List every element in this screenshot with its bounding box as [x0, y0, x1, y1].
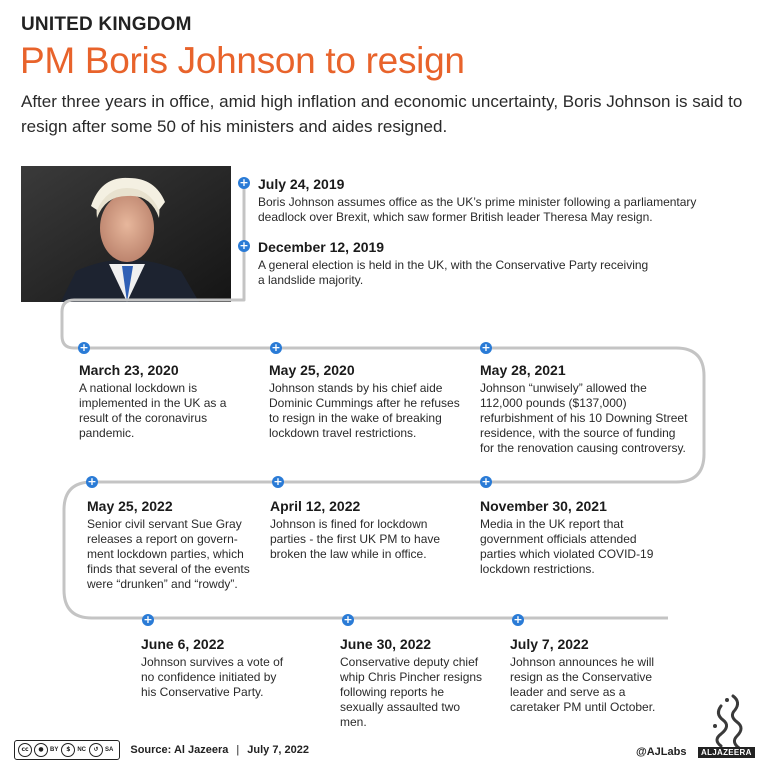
subtitle: After three years in office, amid high inflation and economic uncertainty, Boris Johnson is said to resign after some 50 of his ministers and aides resigned.: [21, 92, 743, 136]
event-date: July 7, 2022: [510, 636, 589, 652]
event-text: Johnson stands by his chief aide Dominic Cummings after he refuses to resign in the wake of breaking lockdown travel restrictions.: [269, 381, 460, 440]
event-date: April 12, 2022: [270, 498, 361, 514]
event-text: A general election is held in the UK, with the Conservative Party receiving a landslide majority.: [258, 258, 649, 287]
timeline-event: [510, 635, 670, 715]
event-text: Conservative deputy chief whip Chris Pincher resigns following reports he sexually assaulted two men.: [340, 655, 483, 729]
cc-icon: cc: [18, 743, 32, 757]
timeline-event: [480, 361, 690, 456]
timeline-event: [269, 361, 469, 441]
node-plus-icon: +: [271, 341, 281, 354]
event-date: July 24, 2019: [258, 176, 345, 192]
timeline-event: [258, 175, 718, 225]
node-plus-icon: +: [481, 475, 491, 488]
node-plus-icon: +: [79, 341, 89, 354]
license-label: BY: [50, 747, 59, 753]
event-text: Media in the UK report that government officials attended parties which violated COVID-19 lockdown restrictions.: [480, 517, 654, 576]
page-title: PM Boris Johnson to resign: [20, 40, 465, 81]
event-date: November 30, 2021: [480, 498, 607, 514]
node-plus-icon: +: [239, 239, 249, 252]
event-text: Johnson is fined for lockdown parties - the first UK PM to have broken the law while in office.: [270, 517, 441, 561]
node-plus-icon: +: [87, 475, 97, 488]
footer-date: July 7, 2022: [247, 744, 310, 756]
by-icon: ●: [34, 743, 48, 757]
social-handle[interactable]: @AJLabs: [636, 746, 687, 758]
nc-icon: $: [61, 743, 75, 757]
event-text: Johnson announces he will resign as the Conservative leader and serve as a caretaker PM until October.: [510, 655, 656, 714]
event-date: May 25, 2020: [269, 362, 355, 378]
cc-license-icon[interactable]: [14, 740, 120, 760]
license-label: SA: [105, 747, 114, 753]
event-date: May 25, 2022: [87, 498, 173, 514]
footer-separator: |: [236, 744, 240, 756]
footer: [14, 739, 309, 761]
timeline-event: [340, 635, 490, 730]
timeline-event: [87, 497, 257, 592]
timeline-event: [79, 361, 234, 441]
timeline-event: [270, 497, 445, 562]
node-plus-icon: +: [513, 613, 523, 626]
node-plus-icon: +: [143, 613, 153, 626]
event-date: December 12, 2019: [258, 239, 385, 255]
event-text: Senior civil servant Sue Gray releases a report on govern-ment lockdown parties, which finds that several of the events were “drunken” and “rowdy”.: [87, 517, 250, 591]
node-plus-icon: +: [481, 341, 491, 354]
node-plus-icon: +: [273, 475, 283, 488]
license-label: NC: [77, 747, 87, 753]
timeline-event: [258, 238, 658, 288]
sa-icon: ↺: [89, 743, 103, 757]
event-text: A national lockdown is implemented in the UK as a result of the coronavirus pandemic.: [79, 381, 227, 440]
timeline-event: [141, 635, 291, 700]
event-date: March 23, 2020: [79, 362, 179, 378]
node-plus-icon: +: [239, 176, 249, 189]
event-text: Boris Johnson assumes office as the UK’s prime minister following a parliamentary deadlock over Brexit, which saw former British leader Theresa May resign.: [258, 195, 697, 224]
source-text: Source: Al Jazeera: [130, 744, 229, 756]
kicker: UNITED KINGDOM: [21, 14, 192, 35]
node-plus-icon: +: [343, 613, 353, 626]
brand-wordmark: ALJAZEERA: [698, 747, 755, 758]
event-date: June 30, 2022: [340, 636, 432, 652]
event-text: Johnson “unwisely” allowed the 112,000 pounds ($137,000) refurbishment of his 10 Downing Street residence, with the source of funding for the renovation causing controversy.: [480, 381, 688, 455]
timeline-event: [480, 497, 660, 577]
event-text: Johnson survives a vote of no confidence initiated by his Conservative Party.: [141, 655, 284, 699]
event-date: May 28, 2021: [480, 362, 566, 378]
event-date: June 6, 2022: [141, 636, 225, 652]
